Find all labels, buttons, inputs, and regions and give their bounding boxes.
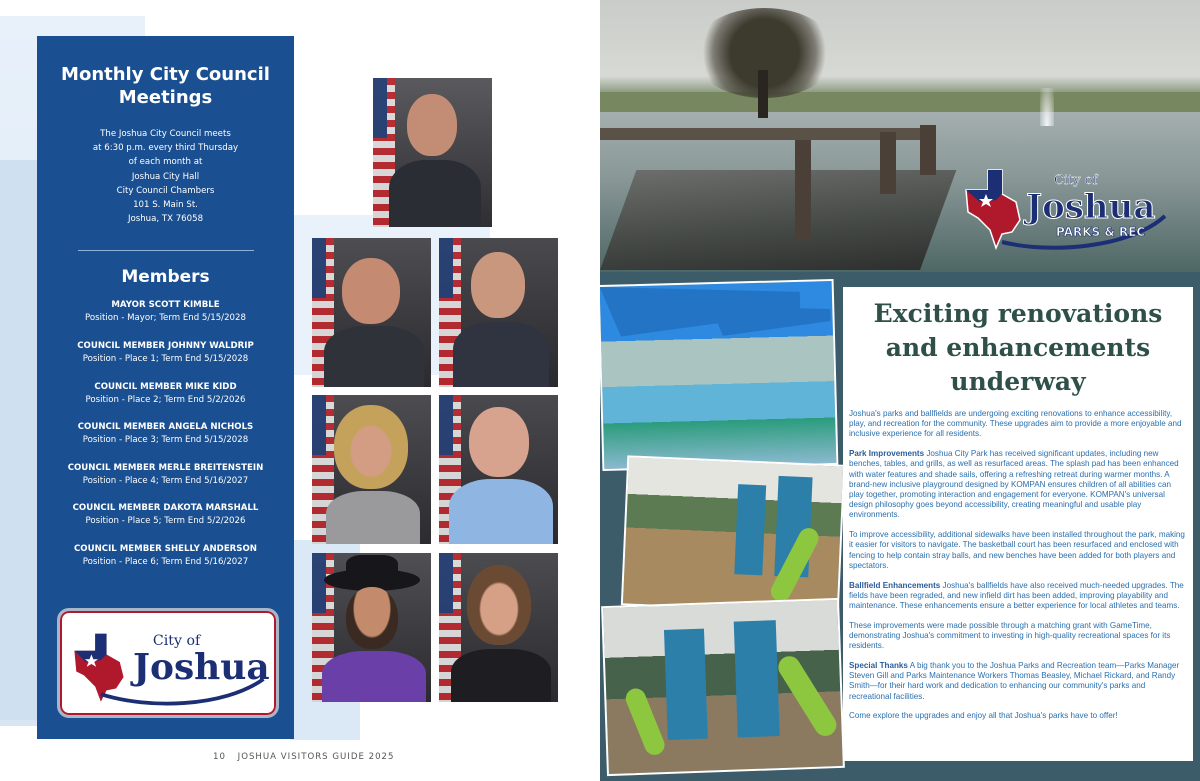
logo-name: Joshua (133, 646, 270, 689)
background-tile (0, 160, 40, 720)
face (471, 252, 525, 318)
member-position: Position - Mayor; Term End 5/15/2028 (85, 313, 246, 324)
article-closing: Come explore the upgrades and enjoy all that Joshua's parks have to offer! (849, 711, 1118, 721)
face (334, 405, 408, 489)
dock-post (920, 125, 936, 175)
member-entry (37, 299, 294, 325)
publication-title: JOSHUA VISITORS GUIDE 2025 (237, 752, 395, 762)
meetings-title: Monthly City Council Meetings (61, 64, 270, 108)
fountain (1040, 88, 1054, 126)
member-name: COUNCIL MEMBER SHELLY ANDERSON (74, 543, 257, 554)
hero-logo-city-of: City of (1054, 173, 1098, 188)
shirt (449, 479, 553, 544)
park-lake-photo (600, 0, 1200, 272)
article-paragraph (849, 581, 1187, 612)
member-name: COUNCIL MEMBER MERLE BREITENSTEIN (67, 462, 264, 473)
member-name: COUNCIL MEMBER JOHNNY WALDRIP (77, 341, 254, 352)
suit (453, 322, 549, 387)
portrait-council-member (312, 395, 431, 544)
parks-rec-logo-graphic (960, 150, 1172, 256)
playground-photo (601, 598, 845, 776)
face (342, 258, 400, 324)
dock-post (880, 132, 896, 194)
logo-city-of: City of (152, 633, 201, 650)
portrait-mayor (373, 78, 492, 227)
member-entry (37, 502, 294, 528)
portrait-council-member (439, 395, 558, 544)
paragraph-lead: Special Thanks (849, 661, 908, 671)
portrait-council-member (439, 553, 558, 702)
member-list (37, 299, 294, 569)
paragraph-text: Joshua's ballfields have also received much-needed upgrades. The fields have been regraded, and new infield dirt has been added, improving playability and maintenance. These enhancements ensure a better experience for local athletes and teams. (849, 580, 1184, 611)
dock (600, 170, 956, 270)
parks-rec-logo (960, 150, 1172, 256)
paragraph-text: A big thank you to the Joshua Parks and Recreation team—Parks Manager Steven Gill and Parks Maintenance Workers Thomas Beasley, Michael Rickard, and Randy Smith—for their hard work and dedication to enhancing our community's parks and recreational facilities. (849, 661, 1180, 701)
city-of-joshua-logo (57, 608, 279, 718)
face (467, 565, 531, 645)
dock-post (795, 140, 811, 240)
suit (451, 649, 551, 702)
meeting-line: The Joshua City Council meets (100, 129, 231, 139)
slide (623, 686, 668, 758)
right-page (600, 0, 1200, 781)
meeting-line: Joshua, TX 76058 (127, 214, 204, 225)
article (843, 287, 1193, 761)
portrait-council-member (312, 238, 431, 387)
article-intro: Joshua's parks and ballfields are undergoing exciting renovations to enhance accessibility, play, and recreation for the community. These upgrades aim to provide a more enjoyable and inclusive experience for all residents. (849, 409, 1182, 439)
playground-photo (621, 455, 845, 614)
member-position: Position - Place 2; Term End 5/2/2026 (85, 394, 246, 405)
top (326, 491, 420, 544)
page-number: 10 (213, 752, 226, 762)
meeting-line: Joshua City Hall (131, 171, 200, 182)
member-name: COUNCIL MEMBER MIKE KIDD (94, 381, 237, 392)
suit (389, 160, 481, 227)
face (469, 407, 529, 477)
member-position: Position - Place 6; Term End 5/16/2027 (82, 556, 249, 567)
photo-collage (600, 272, 845, 781)
paragraph-lead: Park Improvements (849, 449, 925, 459)
article-paragraph (849, 449, 1187, 520)
hat-crown (346, 555, 398, 585)
play-tower (734, 484, 766, 575)
meeting-line: at 6:30 p.m. every third Thursday (92, 143, 239, 154)
members-title: Members (121, 267, 210, 288)
member-entry (37, 421, 294, 447)
face (407, 94, 457, 156)
tree-trunk (758, 70, 768, 118)
play-tower (664, 629, 708, 740)
paragraph-text: Joshua City Park has received significant updates, including new benches, tables, and grills, as well as resurfaced areas. The splash pad has been enhanced with water features and shade sails, offering a refreshing retreat during warmer months. A brand-new inclusive playground designed by KOMPAN ensures children of all abilities can play together, promoting interaction and engagement for everyone. KOMPAN's universal design philosophy goes beyond accessibility, creating meaningful and usable play environments. (849, 449, 1179, 520)
splash-pad-photo (600, 279, 838, 471)
divider (78, 250, 254, 251)
council-info-panel (37, 36, 294, 739)
member-name: COUNCIL MEMBER ANGELA NICHOLS (77, 422, 254, 433)
suit (324, 326, 424, 387)
face (346, 587, 398, 649)
joshua-logo-graphic (60, 611, 276, 715)
article-paragraph: To improve accessibility, additional sidewalks have been installed throughout the park, making it easier for visitors to navigate. The basketball court has been resurfaced and enclosed with fencing to help contain stray balls, and new benches have been added for both players and spectators. (849, 530, 1185, 570)
portrait-council-member (312, 553, 431, 702)
hero-logo-tagline: PARKS & REC (1056, 225, 1146, 239)
member-position: Position - Place 1; Term End 5/15/2028 (82, 354, 249, 365)
page-footer (213, 752, 395, 762)
member-name: MAYOR SCOTT KIMBLE (111, 300, 220, 311)
meeting-line: of each month at (128, 157, 203, 168)
play-tower (734, 620, 780, 737)
member-position: Position - Place 5; Term End 5/2/2026 (85, 516, 246, 527)
slide (774, 652, 840, 740)
hero-logo-name: Joshua (1026, 187, 1156, 227)
article-paragraph: These improvements were made possible through a matching grant with GameTime, demonstrating Joshua's commitment to investing in high-quality recreational spaces for its residents. (849, 620, 1171, 651)
member-entry (37, 340, 294, 366)
meeting-line: 101 S. Main St. (133, 200, 198, 211)
article-paragraph (849, 661, 1187, 702)
meeting-details (37, 127, 294, 226)
member-entry (37, 543, 294, 569)
paragraph-lead: Ballfield Enhancements (849, 580, 941, 590)
member-entry (37, 381, 294, 407)
member-entry (37, 462, 294, 488)
member-position: Position - Place 4; Term End 5/16/2027 (82, 475, 249, 486)
article-title: Exciting renovations and enhancements underway (873, 299, 1163, 396)
portrait-council-member (439, 238, 558, 387)
member-position: Position - Place 3; Term End 5/15/2028 (82, 435, 249, 446)
shade-sail (710, 303, 831, 336)
shirt (322, 651, 426, 702)
meeting-line: City Council Chambers (116, 185, 215, 196)
member-name: COUNCIL MEMBER DAKOTA MARSHALL (72, 503, 259, 514)
